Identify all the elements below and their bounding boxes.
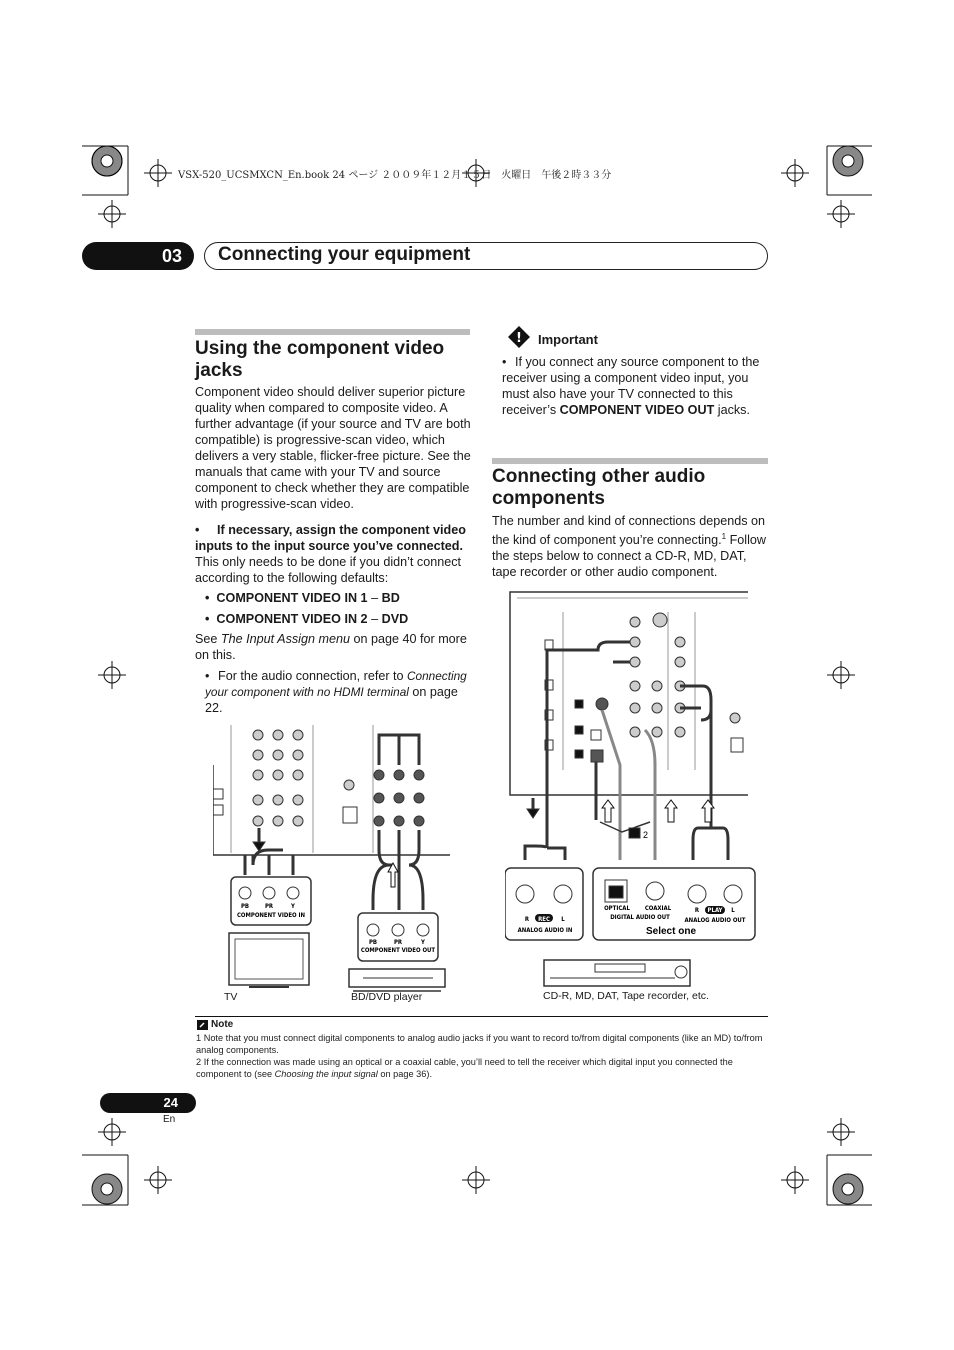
crosshair-mark <box>781 1166 809 1194</box>
see-ref-link: The Input Assign menu <box>220 632 350 646</box>
audio-component-caption: CD-R, MD, DAT, Tape recorder, etc. <box>543 990 709 1002</box>
play-badge: PLAY <box>707 907 723 914</box>
player-y-label: Y <box>421 939 425 946</box>
section-rule-2 <box>492 458 768 464</box>
note-text-1: Note that you must connect digital components to analog audio jacks if you want to record to/from digital components (like an MD) to/from analog components. <box>196 1033 763 1055</box>
print-info-line: VSX-520_UCSMXCN_En.book 24 ページ ２００９年１２月１５日 火曜日 午後２時３３分 <box>178 170 612 181</box>
analog-audio-in-label: ANALOG AUDIO IN <box>517 927 573 934</box>
analog-in-l-label: L <box>561 916 565 923</box>
section-heading-audio: Connecting other audio components <box>492 466 706 509</box>
crosshair-mark <box>144 1166 172 1194</box>
coaxial-label: COAXIAL <box>644 905 672 912</box>
step-text: If necessary, assign the component video inputs to the input source you’ve connected. <box>195 523 466 553</box>
starburst-mark <box>92 1174 122 1204</box>
audio-note-item: • For the audio connection, refer to Connecting your component with no HDMI terminal on page 22. <box>205 669 467 715</box>
note-num-2: 2 <box>196 1057 202 1067</box>
select-one-label: Select one <box>645 926 697 937</box>
note-item-1 <box>196 1032 768 1056</box>
chapter-title: Connecting your equipment <box>218 244 471 265</box>
step-instruction: • If necessary, assign the component video inputs to the input source you’ve connected. <box>195 523 466 553</box>
footnote-mark-1: 1 <box>721 532 727 541</box>
player-component-out-label: COMPONENT VIDEO OUT <box>360 947 436 954</box>
see-reference <box>195 631 471 663</box>
analog-out-l-label: L <box>731 907 735 914</box>
page-number-pill <box>100 1093 196 1113</box>
default-value-2: DVD <box>381 612 409 626</box>
starburst-mark <box>833 146 863 176</box>
tv-pb-label: PB <box>240 903 250 910</box>
note-label: Note <box>211 1019 234 1030</box>
section-rule <box>195 329 470 335</box>
tv-pr-label: PR <box>264 903 274 910</box>
important-label: Important <box>538 332 598 347</box>
crosshair-mark <box>827 661 855 689</box>
section-heading-component-video: Using the component video jacks <box>195 338 445 381</box>
audio-para-pre: The number and kind of connections depends on the kind of component you’re connecting. <box>492 514 766 548</box>
default-item-2: • COMPONENT VIDEO IN 2 – DVD <box>205 612 409 626</box>
note-rule <box>195 1016 768 1017</box>
player-pb-label: PB <box>368 939 378 946</box>
audio-para-post: Follow the steps below to connect a CD-R, MD, DAT, tape recorder or other audio component. <box>492 533 766 580</box>
note-icon <box>197 1020 208 1030</box>
note-text-2-post: on page 36). <box>377 1069 432 1079</box>
analog-in-r-label: R <box>524 916 530 923</box>
default-label-2: COMPONENT VIDEO IN 2 <box>216 612 368 626</box>
rec-badge: REC <box>538 916 550 923</box>
audio-pre: For the audio connection, refer to <box>218 669 408 683</box>
note-ref-number: 2 <box>643 830 649 840</box>
starburst-mark <box>92 146 122 176</box>
important-pre: If you connect any source component to the receiver using a component video input, you must also have your TV connected to this receiver’s <box>502 355 760 417</box>
crosshair-mark <box>98 200 126 228</box>
crosshair-mark <box>144 159 172 187</box>
analog-audio-out-label: ANALOG AUDIO OUT <box>684 917 746 924</box>
optical-label: OPTICAL <box>604 905 630 912</box>
audio-connection-diagram <box>505 590 757 990</box>
player-pr-label: PR <box>393 939 403 946</box>
default-item-1: • COMPONENT VIDEO IN 1 – BD <box>205 591 400 605</box>
important-icon <box>506 325 532 349</box>
important-post: jacks. <box>714 403 750 417</box>
see-post: on page 40 for more on this. <box>195 632 467 662</box>
note-item-2 <box>196 1056 768 1080</box>
tv-caption: TV <box>224 991 238 1003</box>
intro-paragraph: Component video should deliver superior picture quality when compared to composite video. A further advantage (if your source and TV are both compatible) is progressive-scan video, which delivers a very stable, flicker-free picture. See the manuals that came with your TV and source component to check whether they are compatible with progressive-scan video. <box>195 385 471 511</box>
crosshair-mark <box>98 1118 126 1146</box>
crosshair-mark <box>827 1118 855 1146</box>
page-number: 24 <box>163 1095 178 1110</box>
analog-out-r-label: R <box>694 907 700 914</box>
chapter-number-pill <box>82 242 194 270</box>
see-pre: See <box>195 632 221 646</box>
component-video-diagram <box>213 725 453 1010</box>
audio-paragraph <box>492 513 768 580</box>
crosshair-mark <box>98 661 126 689</box>
svg-text:!: ! <box>516 331 522 346</box>
tv-y-label: Y <box>291 903 295 910</box>
important-bold: COMPONENT VIDEO OUT <box>559 403 715 417</box>
player-caption: BD/DVD player <box>351 991 423 1003</box>
page-language: En <box>163 1114 176 1125</box>
chapter-number: 03 <box>161 246 182 266</box>
crosshair-mark <box>827 200 855 228</box>
audio-ref: Connecting your component with no HDMI terminal <box>205 669 467 699</box>
default-label-1: COMPONENT VIDEO IN 1 <box>216 591 368 605</box>
crosshair-mark <box>462 1166 490 1194</box>
starburst-mark <box>833 1174 863 1204</box>
note-text-2-pre: If the connection was made using an optical or a coaxial cable, you’ll need to tell the receiver which digital input you connected the component to (see <box>196 1057 733 1079</box>
audio-post: on page 22. <box>205 685 458 715</box>
crosshair-mark <box>781 159 809 187</box>
note-text-2-ref: Choosing the input signal <box>274 1069 378 1079</box>
important-bullet: • If you connect any source component to the receiver using a component video input, you must also have your TV connected to this receiver’s COMPONENT VIDEO OUT jacks. <box>502 355 760 417</box>
tv-component-in-label: COMPONENT VIDEO IN <box>236 912 306 919</box>
digital-audio-out-label: DIGITAL AUDIO OUT <box>610 914 670 921</box>
note-num-1: 1 <box>196 1033 202 1043</box>
step-note: This only needs to be done if you didn’t connect according to the following defaults: <box>195 555 462 585</box>
default-value-1: BD <box>381 591 400 605</box>
